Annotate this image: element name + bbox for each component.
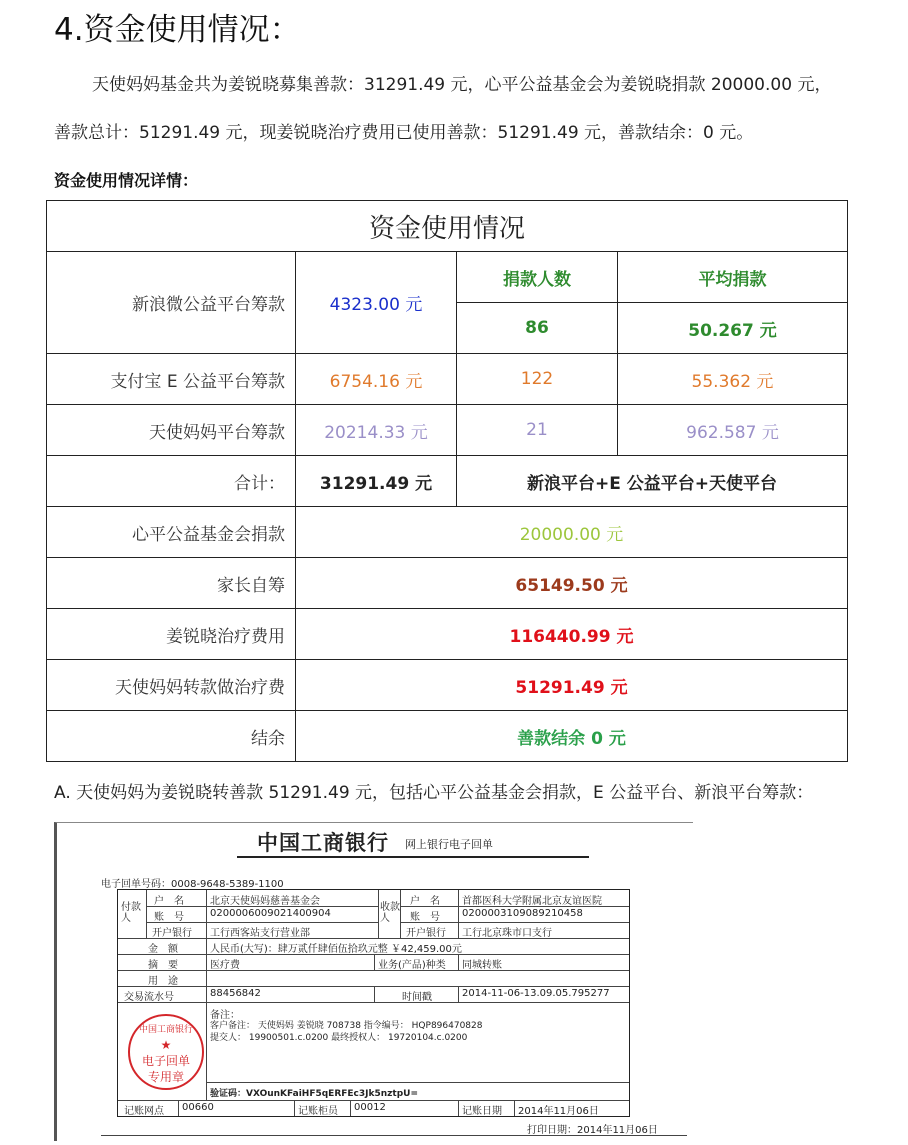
fund-usage-table [46,200,848,762]
teller-value: 00012 [354,1102,386,1113]
grid-line [146,890,147,938]
branch-value: 00660 [182,1102,214,1113]
payee-bank-label: 开户银行 [406,928,446,939]
grid-line [514,1100,515,1116]
grid-line [206,1082,629,1083]
summary-value: 医疗费 [210,960,240,971]
payee-name: 首都医科大学附属北京友谊医院 [462,896,602,907]
serial-value: 88456842 [210,988,261,999]
balance-value: 善款结余 0 元 [296,711,848,762]
seal-line-2: 专用章 [147,1070,184,1084]
total-note: 新浪平台+E 公益平台+天使平台 [457,456,848,507]
transfer-value: 51291.49 元 [296,660,848,711]
treatment-value: 116440.99 元 [296,609,848,660]
business-label: 业务(产品)种类 [378,960,446,971]
grid-line [400,890,401,938]
alipay-amount: 6754.16 元 [296,354,457,405]
payee-label: 收款人 [380,902,400,924]
transfer-label: 天使妈妈转款做治疗费 [47,660,296,711]
grid-line [378,890,379,938]
star-icon: ★ [160,1038,172,1052]
treatment-label: 姜锐晓治疗费用 [47,609,296,660]
note-submitter: 提交人： 19900501.c.0200 最终授权人： 19720104.c.0200 [210,1033,468,1043]
payee-account-label: 账 号 [410,912,440,923]
receipt-bank-name: 中国工商银行 [257,831,389,855]
details-subheading: 资金使用情况详情： [54,171,199,190]
angel-avg: 962.587 元 [618,405,848,456]
date-label: 记账日期 [462,1106,502,1117]
parents-value: 65149.50 元 [296,558,848,609]
summary-label: 摘 要 [148,960,178,971]
grid-line [206,1002,207,1100]
transfer-paragraph: A. 天使妈妈为姜锐晓转善款 51291.49 元，包括心平公益基金会捐款，E 公益平台、新浪平台筹款： [54,783,814,803]
time-value: 2014-11-06-13.09.05.795277 [462,988,610,999]
section-heading: 4.资金使用情况： [54,12,301,48]
payer-name: 北京天使妈妈慈善基金会 [210,896,320,907]
payee-account: 0200003109089210458 [462,908,583,919]
xinping-value: 20000.00 元 [296,507,848,558]
angel-label: 天使妈妈平台筹款 [47,405,296,456]
sina-donors: 86 [457,303,618,354]
alipay-donors: 122 [457,354,618,405]
branch-label: 记账网点 [124,1106,164,1117]
receipt-bottom-line [101,1135,687,1136]
avg-header: 平均捐款 [618,252,848,303]
payer-bank-label: 开户银行 [152,928,192,939]
note-customer: 客户备注： 天使妈妈 姜锐晓 708738 指令编号： HQP896470828 [210,1021,483,1031]
grid-line [458,890,459,938]
note-title: 备注： [210,1010,240,1021]
angel-amount: 20214.33 元 [296,405,457,456]
sina-amount: 4323.00 元 [296,252,457,354]
grid-line [118,970,629,971]
grid-line [374,954,375,970]
total-label: 合计： [47,456,296,507]
business-value: 同城转账 [462,960,502,971]
bank-seal-stamp [128,1014,204,1090]
parents-label: 家长自筹 [47,558,296,609]
angel-donors: 21 [457,405,618,456]
bank-receipt-image [54,822,693,1141]
amount-value: 人民币(大写)：肆万贰仟肆佰伍拾玖元整 ￥42,459.00元 [210,944,462,955]
grid-line [118,1100,629,1101]
total-amount: 31291.49 元 [296,456,457,507]
receipt-title-underline [237,856,589,858]
grid-line [458,954,459,970]
grid-line [206,890,207,1002]
use-label: 用 途 [148,976,178,987]
grid-line [118,1002,629,1003]
summary-paragraph-2: 善款总计：51291.49 元，现姜锐晓治疗费用已使用善款：51291.49 元，善款结余：0 元。 [54,123,754,143]
serial-label: 交易流水号 [124,992,174,1003]
sina-avg: 50.267 元 [618,303,848,354]
payer-bank: 工行西客站支行营业部 [210,928,310,939]
grid-line [458,1100,459,1116]
balance-label: 结余 [47,711,296,762]
print-date: 打印日期：2014年11月06日 [527,1125,658,1136]
payer-account: 0200006009021400904 [210,908,331,919]
grid-line [118,938,629,939]
verify-code: 验证码：VXOunKFaiHF5qERFEc3Jk5nztpU= [210,1089,418,1099]
grid-line [178,1100,179,1116]
amount-label: 金 额 [148,944,178,955]
summary-paragraph-1: 天使妈妈基金共为姜锐晓募集善款：31291.49 元，心平公益基金会为姜锐晓捐款 20000.00 元， [92,75,832,95]
sina-label: 新浪微公益平台筹款 [47,252,296,354]
payee-bank: 工行北京珠市口支行 [462,928,552,939]
alipay-avg: 55.362 元 [618,354,848,405]
receipt-number: 电子回单号码：0008-9648-5389-1100 [101,879,284,890]
grid-line [374,986,375,1002]
receipt-subtitle: 网上银行电子回单 [405,838,493,851]
payer-label: 付款人 [121,902,141,924]
grid-line [458,986,459,1002]
grid-line [350,1100,351,1116]
time-label: 时间戳 [402,992,432,1003]
teller-label: 记账柜员 [298,1106,338,1117]
payer-account-label: 账 号 [154,912,184,923]
grid-line [294,1100,295,1116]
donors-header: 捐款人数 [457,252,618,303]
receipt-grid [117,889,630,1117]
alipay-label: 支付宝 E 公益平台筹款 [47,354,296,405]
payer-name-label: 户 名 [154,896,184,907]
seal-line-1: 电子回单 [141,1054,190,1068]
seal-arc-text: 中国工商银行 [138,1025,193,1035]
payee-name-label: 户 名 [410,896,440,907]
table-title: 资金使用情况 [47,201,848,252]
date-value: 2014年11月06日 [518,1106,599,1117]
xinping-label: 心平公益基金会捐款 [47,507,296,558]
